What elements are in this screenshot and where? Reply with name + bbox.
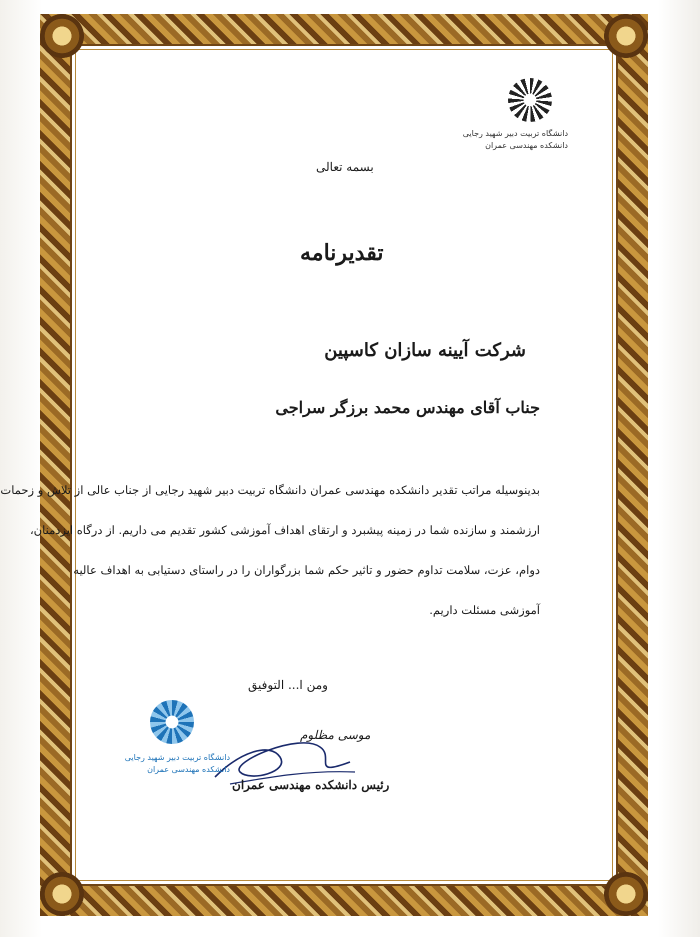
body-line: ارزشمند و سازنده شما در زمینه پیشبرد و ارتقای اهداف آموزشی کشور تقدیم می داریم. از درگاه ایزدمنان، <box>29 523 540 537</box>
corner-ornament-icon <box>604 872 648 916</box>
university-emblem-icon <box>508 78 552 122</box>
signatory-role: رئیس دانشکده مهندسی عمران <box>232 778 390 792</box>
bottom-logo-caption <box>112 752 230 776</box>
basmala: بسمه تعالی <box>316 160 374 174</box>
recipient-company: شرکت آیینه سازان کاسپین <box>324 340 526 361</box>
corner-ornament-icon <box>40 14 84 58</box>
corner-ornament-icon <box>604 14 648 58</box>
corner-ornament-icon <box>40 872 84 916</box>
body-line: دوام، عزت، سلامت تداوم حضور و تاثیر حکم شما بزرگواران را در راستای دستیابی به اهداف عالیه <box>73 563 540 577</box>
certificate-body <box>0 470 540 630</box>
recipient-person: جناب آقای مهندس محمد برزگر سراجی <box>275 398 540 417</box>
bottom-logo-line2: دانشکده مهندسی عمران <box>147 765 230 774</box>
bottom-logo-line1: دانشگاه تربیت دبیر شهید رجایی <box>124 753 230 762</box>
body-line: بدینوسیله مراتب تقدیر دانشکده مهندسی عمران دانشگاه تربیت دبیر شهید رجایی از جناب عالی از تلاش و زحمات <box>0 483 540 497</box>
closing-phrase: ومن ا... التوفیق <box>248 678 328 692</box>
top-logo-line2: دانشکده مهندسی عمران <box>485 141 568 150</box>
signatory-name: موسی مظلوم <box>300 728 371 742</box>
top-logo-line1: دانشگاه تربیت دبیر شهید رجایی <box>462 129 568 138</box>
top-logo-caption <box>420 128 568 152</box>
university-emblem-blue-icon <box>150 700 194 744</box>
body-line: آموزشی مسئلت داریم. <box>429 603 540 617</box>
document-title: تقدیرنامه <box>300 240 384 266</box>
